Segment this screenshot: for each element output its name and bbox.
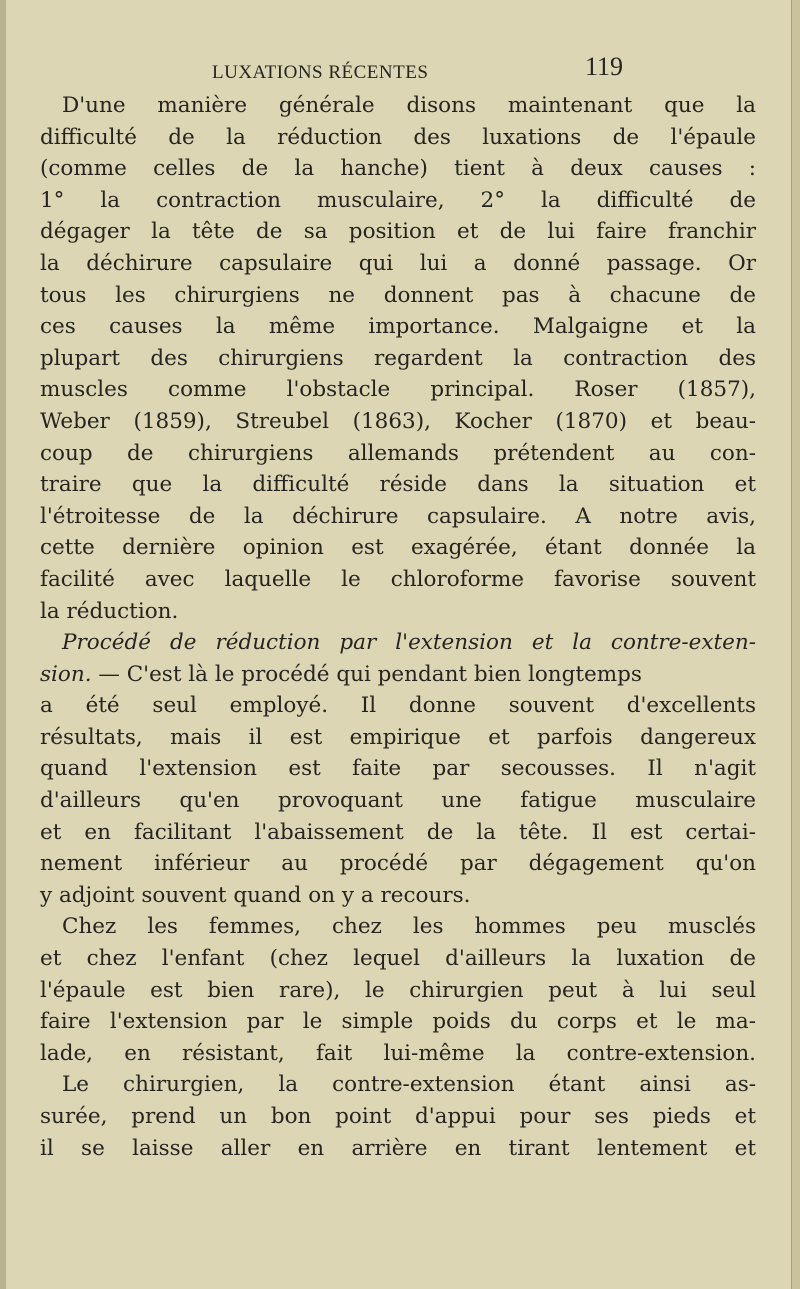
page-header xyxy=(0,52,800,88)
text-line: et chez l'enfant (chez lequel d'ailleurs la luxation de xyxy=(40,946,756,972)
text-line: la réduction. xyxy=(40,598,179,624)
text-line: il se laisse aller en arrière en tirant lentement et xyxy=(40,1135,756,1161)
text-line: coup de chirurgiens allemands prétendent au con- xyxy=(40,440,756,466)
text-line: a été seul employé. Il donne souvent d'excellents xyxy=(40,693,756,719)
page-right-edge xyxy=(791,0,800,1289)
text-line: traire que la difficulté réside dans la situation et xyxy=(40,472,756,498)
text-line: cette dernière opinion est exagérée, étant donnée la xyxy=(40,535,756,561)
text-line: et en facilitant l'abaissement de la tête. Il est certai- xyxy=(40,819,756,845)
text-line-rest: — C'est là le procédé qui pendant bien longtemps xyxy=(91,661,642,687)
text-line: Le chirurgien, la contre-extension étant ainsi as- xyxy=(62,1072,756,1098)
text-line: 1° la contraction musculaire, 2° la difficulté de xyxy=(40,187,756,213)
text-line: D'une manière générale disons maintenant que la xyxy=(62,93,756,118)
text-line: facilité avec laquelle le chloroforme favorise souvent xyxy=(40,566,756,592)
section-heading-line xyxy=(40,627,756,659)
text-line: faire l'extension par le simple poids du corps et le ma- xyxy=(40,1009,756,1035)
text-line: l'étroitesse de la déchirure capsulaire. A notre avis, xyxy=(40,503,756,529)
text-line: Weber (1859), Streubel (1863), Kocher (1870) et beau- xyxy=(40,408,756,434)
text-line: lade, en résistant, fait lui-même la contre-extension. xyxy=(40,1040,756,1066)
text-line: quand l'extension est faite par secousses. Il n'agit xyxy=(40,756,756,782)
text-line: nement inférieur au procédé par dégagement qu'on xyxy=(40,851,756,877)
text-line: d'ailleurs qu'en provoquant une fatigue musculaire xyxy=(40,788,756,814)
text-line: Chez les femmes, chez les hommes peu musclés xyxy=(62,914,756,940)
text-line: muscles comme l'obstacle principal. Roser (1857), xyxy=(40,377,756,403)
text-line: difficulté de la réduction des luxations de l'épaule xyxy=(40,124,756,150)
page-left-edge xyxy=(0,0,6,1289)
text-line: la déchirure capsulaire qui lui a donné passage. Or xyxy=(40,250,756,276)
text-line: plupart des chirurgiens regardent la contraction des xyxy=(40,345,756,371)
text-line: (comme celles de la hanche) tient à deux causes : xyxy=(40,156,756,182)
section-heading-end: sion. xyxy=(40,661,92,687)
text-line: dégager la tête de sa position et de lui faire franchir xyxy=(40,219,756,245)
text-line: tous les chirurgiens ne donnent pas à chacune de xyxy=(40,282,756,308)
text-line: ces causes la même importance. Malgaigne et la xyxy=(40,314,756,340)
page-number: 119 xyxy=(585,52,624,81)
page-body xyxy=(40,90,756,1164)
text-line: surée, prend un bon point d'appui pour ses pieds et xyxy=(40,1104,756,1129)
text-line: résultats, mais il est empirique et parfois dangereux xyxy=(40,724,756,750)
text-line: l'épaule est bien rare), le chirurgien peut à lui seul xyxy=(40,977,756,1003)
text-line xyxy=(40,659,756,691)
running-title: LUXATIONS RÉCENTES xyxy=(212,62,429,83)
section-heading: Procédé de réduction par l'extension et la contre-exten- xyxy=(62,630,756,656)
text-line: y adjoint souvent quand on y a recours. xyxy=(40,882,471,908)
